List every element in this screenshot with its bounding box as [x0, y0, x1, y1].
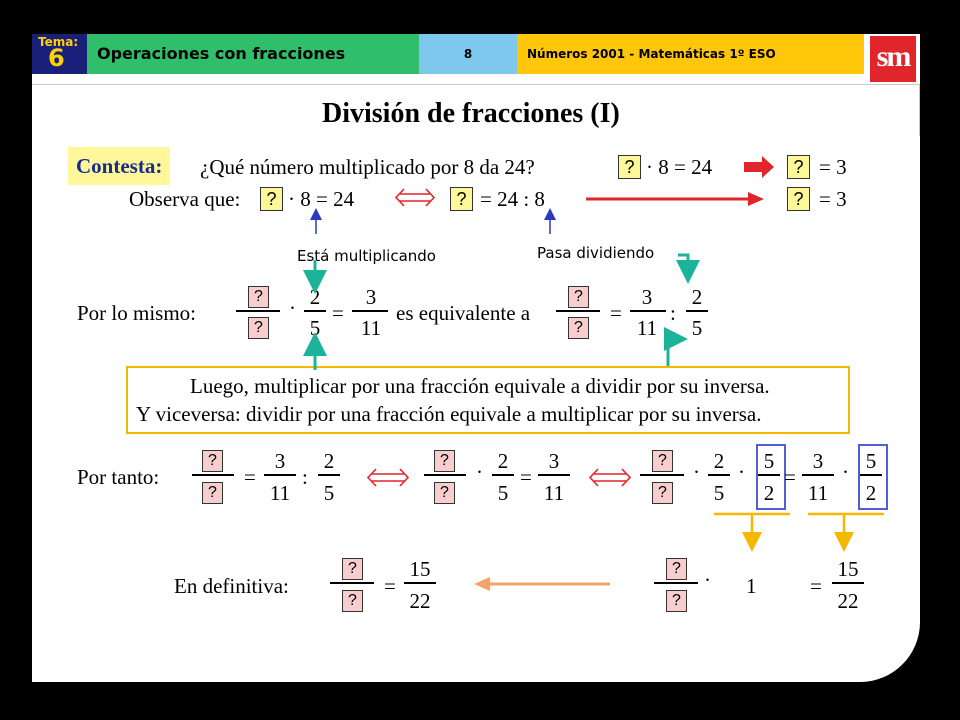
dot-operator: ·: [738, 460, 745, 484]
question-text: ¿Qué número multiplicado por 8 da 24?: [200, 155, 535, 179]
placeholder-box: ?: [202, 450, 223, 472]
fraction-denominator: 11: [360, 316, 382, 340]
equivalence-arrow-icon: [590, 469, 630, 486]
long-red-arrow-icon: [586, 192, 764, 206]
placeholder-box: ?: [434, 450, 455, 472]
one-value: 1: [746, 574, 757, 598]
contesta-label: Contesta:: [68, 147, 170, 185]
equals: =: [810, 574, 822, 598]
slide: [32, 34, 920, 682]
dot-operator: ·: [476, 460, 483, 484]
fraction-numerator: 2: [497, 449, 509, 473]
fraction-denominator: 2: [763, 481, 775, 505]
fraction-denominator: 11: [543, 481, 565, 505]
observa-eq1: · 8 = 24: [288, 187, 355, 211]
tema-number: 6: [48, 44, 65, 72]
gold-down-arrow-icon: [714, 514, 790, 542]
red-arrow-icon: [744, 156, 774, 178]
equivalence-arrow-icon: [396, 189, 434, 206]
placeholder-box: ?: [434, 482, 455, 504]
mismo-middle-text: es equivalente a: [396, 301, 531, 325]
equals: =: [610, 301, 622, 325]
dot-operator: ·: [704, 568, 711, 592]
placeholder-box: ?: [568, 317, 589, 339]
orange-left-arrow-icon: [474, 577, 610, 591]
colon-operator: :: [302, 465, 308, 489]
result-numerator: 15: [837, 557, 859, 581]
fraction-numerator: 3: [274, 449, 286, 473]
logo-text: sm: [870, 36, 916, 82]
fraction-numerator: 3: [641, 285, 653, 309]
placeholder-box: ?: [202, 482, 223, 504]
observa-eq2: = 24 : 8: [480, 187, 545, 211]
placeholder-box: ?: [666, 590, 687, 612]
fraction-denominator: 11: [807, 481, 829, 505]
note-dividiendo: Pasa dividiendo: [537, 244, 655, 262]
result-numerator: 15: [409, 557, 431, 581]
observa-label: Observa que:: [129, 187, 241, 211]
gold-down-arrow-icon: [808, 514, 884, 542]
result-denominator: 22: [837, 589, 859, 613]
result-denominator: 22: [409, 589, 431, 613]
teal-bent-arrow-icon: [678, 255, 688, 272]
fraction-numerator: 3: [548, 449, 560, 473]
placeholder-box: ?: [787, 155, 810, 179]
placeholder-box: ?: [787, 187, 810, 211]
fraction-numerator: 5: [865, 449, 877, 473]
equals: =: [784, 465, 796, 489]
fraction-denominator: 5: [691, 316, 703, 340]
fraction-numerator: 3: [365, 285, 377, 309]
equals: =: [384, 574, 396, 598]
fraction-denominator: 5: [309, 316, 321, 340]
rule-line-1: Luego, multiplicar por una fracción equivale a dividir por su inversa.: [190, 374, 770, 398]
question-eq1: · 8 = 24: [646, 155, 713, 179]
teal-bent-arrow-icon: [668, 339, 676, 366]
mismo-label: Por lo mismo:: [77, 301, 197, 325]
fraction-denominator: 11: [269, 481, 291, 505]
equals: =: [520, 465, 532, 489]
placeholder-box: ?: [450, 187, 473, 211]
page-number: 8: [419, 34, 517, 74]
tema-label: Tema:: [38, 35, 79, 49]
placeholder-box: ?: [666, 558, 687, 580]
placeholder-box: ?: [260, 187, 283, 211]
equals: =: [332, 301, 344, 325]
observa-eq3: = 3: [819, 187, 847, 211]
dot-operator: ·: [289, 296, 296, 320]
page-title: División de fracciones (I): [322, 98, 620, 129]
fraction-denominator: 5: [497, 481, 509, 505]
placeholder-box: ?: [652, 482, 673, 504]
fraction-denominator: 5: [713, 481, 725, 505]
fraction-numerator: 5: [763, 449, 775, 473]
fraction-numerator: 3: [812, 449, 824, 473]
fraction-denominator: 2: [865, 481, 877, 505]
placeholder-box: ?: [342, 590, 363, 612]
fraction-numerator: 2: [309, 285, 321, 309]
placeholder-box: ?: [652, 450, 673, 472]
unit-title: Operaciones con fracciones: [87, 34, 419, 74]
placeholder-box: ?: [618, 155, 641, 179]
fraction-numerator: 2: [323, 449, 335, 473]
tanto-label: Por tanto:: [77, 465, 160, 489]
fraction-denominator: 11: [636, 316, 658, 340]
dot-operator: ·: [842, 460, 849, 484]
fraction-numerator: 2: [691, 285, 703, 309]
placeholder-box: ?: [342, 558, 363, 580]
equals: =: [244, 465, 256, 489]
placeholder-box: ?: [568, 286, 589, 308]
placeholder-box: ?: [248, 286, 269, 308]
book-title: Números 2001 - Matemáticas 1º ESO: [517, 34, 864, 74]
rule-line-2: Y viceversa: dividir por una fracción equivale a multiplicar por su inversa.: [136, 402, 762, 426]
fraction-numerator: 2: [713, 449, 725, 473]
question-eq2: = 3: [819, 155, 847, 179]
definitiva-label: En definitiva:: [174, 574, 289, 598]
dot-operator: ·: [693, 460, 700, 484]
placeholder-box: ?: [248, 317, 269, 339]
fraction-denominator: 5: [323, 481, 335, 505]
arrows-layer: [32, 34, 920, 682]
note-multiplicando: Está multiplicando: [297, 247, 436, 265]
equivalence-arrow-icon: [368, 469, 408, 486]
colon-operator: :: [670, 301, 676, 325]
